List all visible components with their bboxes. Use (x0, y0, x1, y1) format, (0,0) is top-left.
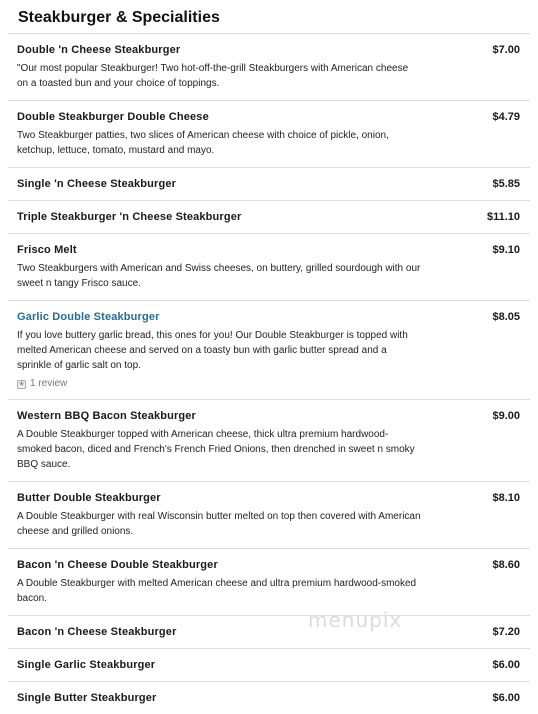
menu-item (8, 549, 530, 616)
item-name: Western BBQ Bacon Steakburger (17, 410, 196, 422)
review-count[interactable]: 1 review (30, 378, 68, 389)
item-description: A Double Steakburger with real Wisconsin butter melted on top then covered with American cheese and grilled onions. (17, 511, 421, 537)
item-description: Two Steakburger patties, two slices of American cheese with choice of pickle, onion, ketchup, lettuce, tomato, mustard and mayo. (17, 130, 389, 156)
item-price: $6.00 (492, 659, 520, 671)
item-price: $9.00 (492, 410, 520, 422)
item-name: Triple Steakburger 'n Cheese Steakburger (17, 211, 242, 223)
item-description: A Double Steakburger topped with American cheese, thick ultra premium hardwood-smoked bacon, diced and French's French Fried Onions, then drenched in sweet n smoky BBQ sauce. (17, 429, 415, 470)
item-description: Two Steakburgers with American and Swiss cheeses, on buttery, grilled sourdough with our sweet n tangy Frisco sauce. (17, 263, 421, 289)
menu-item (8, 301, 530, 400)
item-price: $7.00 (492, 44, 520, 56)
item-name: Single Butter Steakburger (17, 692, 157, 704)
item-name: Frisco Melt (17, 244, 77, 256)
menu-item (8, 616, 530, 649)
review-star-icon (17, 380, 26, 389)
menu-item (8, 101, 530, 168)
item-name: Bacon 'n Cheese Steakburger (17, 626, 177, 638)
item-price: $8.05 (492, 311, 520, 323)
menu-item (8, 682, 530, 714)
menu-item (8, 400, 530, 482)
section-title: Steakburger & Specialities (18, 9, 220, 26)
menu-item (8, 168, 530, 201)
item-description: A Double Steakburger with melted American cheese and ultra premium hardwood-smoked bacon. (17, 578, 417, 604)
item-description: "Our most popular Steakburger! Two hot-off-the-grill Steakburgers with American cheese on a toasted bun and your choice of toppings. (17, 63, 409, 89)
item-name: Butter Double Steakburger (17, 492, 161, 504)
item-name: Bacon 'n Cheese Double Steakburger (17, 559, 218, 571)
item-price: $4.79 (492, 111, 520, 123)
item-price: $8.10 (492, 492, 520, 504)
menu-item (8, 234, 530, 301)
item-name: Double 'n Cheese Steakburger (17, 44, 181, 56)
menu-item (8, 201, 530, 234)
item-price: $5.85 (492, 178, 520, 190)
item-description: If you love buttery garlic bread, this ones for you! Our Double Steakburger is topped with melted American cheese and served on a toasty bun with garlic butter spread and a sprinkle of garlic salt on top. (17, 330, 408, 371)
item-name: Single 'n Cheese Steakburger (17, 178, 177, 190)
item-name-link[interactable]: Garlic Double Steakburger (17, 311, 160, 323)
menu-item (8, 482, 530, 549)
item-price: $8.60 (492, 559, 520, 571)
item-name: Single Garlic Steakburger (17, 659, 156, 671)
menu-item (8, 649, 530, 682)
review-link[interactable] (17, 378, 520, 390)
item-name: Double Steakburger Double Cheese (17, 111, 209, 123)
item-price: $9.10 (492, 244, 520, 256)
item-price: $11.10 (486, 211, 520, 223)
item-price: $7.20 (492, 626, 520, 638)
menupix-watermark: menupix (308, 608, 403, 632)
menu-list (0, 34, 538, 714)
item-price: $6.00 (492, 692, 520, 704)
menu-item (8, 34, 530, 101)
